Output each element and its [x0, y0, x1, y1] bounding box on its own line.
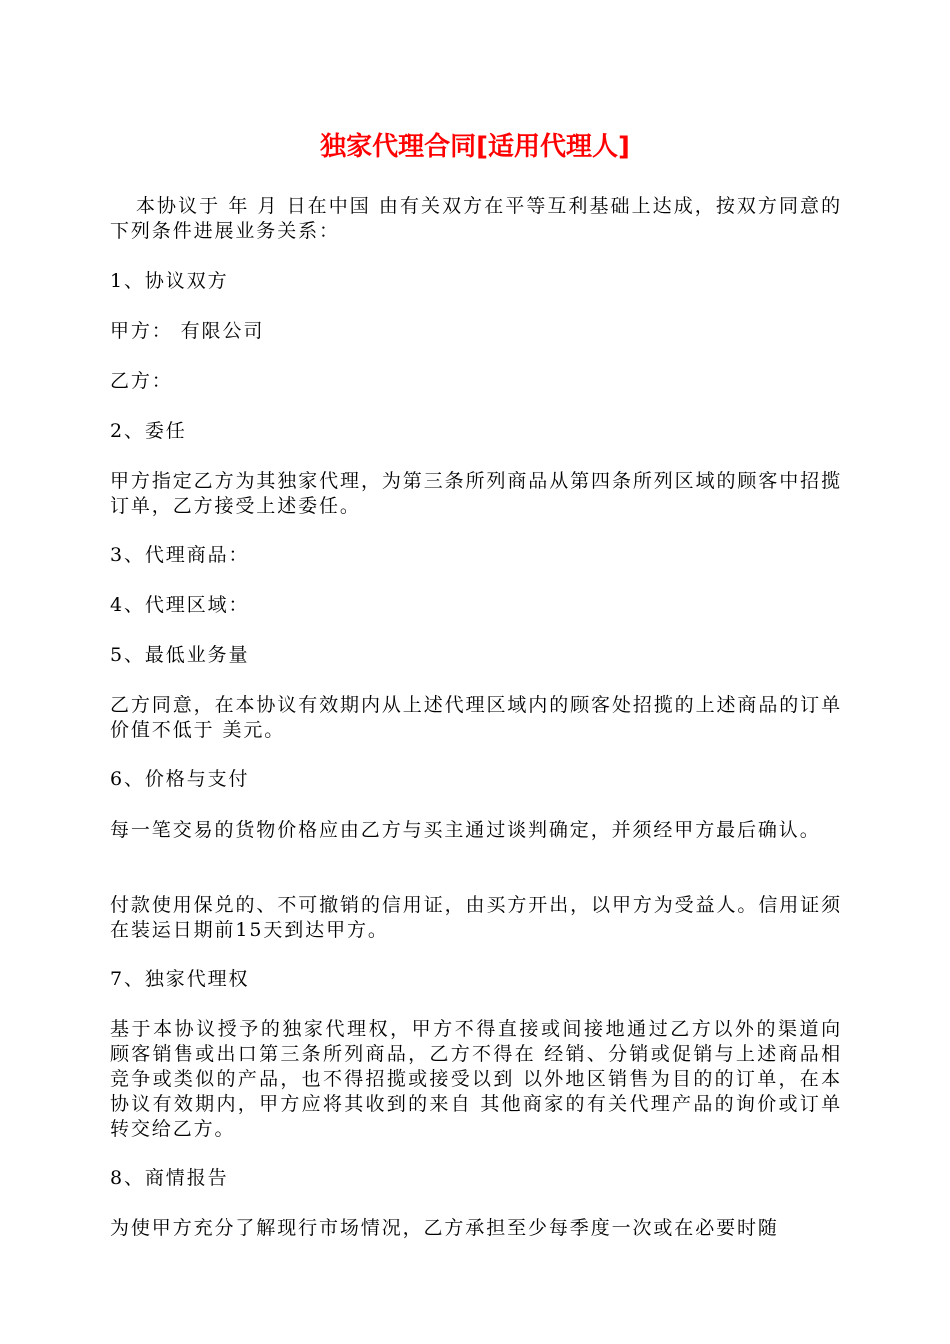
- section-heading-price-payment: 6、价格与支付: [110, 768, 250, 790]
- section-heading-products: 3、代理商品：: [110, 544, 250, 566]
- section-heading-market-report: 8、商情报告: [110, 1167, 229, 1189]
- intro-paragraph: 本协议于 年 月 日在中国 由有关双方在平等互利基础上达成，按双方同意的下列条件进展业务关系：: [110, 195, 842, 242]
- appointment-paragraph: 甲方指定乙方为其独家代理，为第三条所列商品从第四条所列区域的顾客中招揽订单，乙方接受上述委任。: [110, 470, 842, 517]
- section-heading-exclusive-rights: 7、独家代理权: [110, 968, 250, 990]
- section-heading-minimum-volume: 5、最低业务量: [110, 644, 250, 666]
- market-report-paragraph: 为使甲方充分了解现行市场情况，乙方承担至少每季度一次或在必要时随: [110, 1217, 779, 1239]
- exclusive-rights-paragraph: 基于本协议授予的独家代理权，甲方不得直接或间接地通过乙方以外的渠道向 顾客销售或出口第三条所列商品，乙方不得在 经销、分销或促销与上述商品相竞争或类似的产品，也不得招揽或接受以到 以外地区销售为目的的订单，在本协议有效期内，甲方应将其收到的来自 其他商家的有关代理产品的询价或订单转交给乙方。: [110, 1018, 842, 1140]
- party-b-line: 乙方：: [110, 370, 173, 392]
- section-heading-parties: 1、协议双方: [110, 270, 229, 292]
- price-paragraph: 每一笔交易的货物价格应由乙方与买主通过谈判确定，并须经甲方最后确认。: [110, 819, 821, 841]
- section-heading-territory: 4、代理区域：: [110, 594, 250, 616]
- document-title: 独家代理合同[适用代理人]: [320, 132, 630, 162]
- minimum-volume-paragraph: 乙方同意，在本协议有效期内从上述代理区域内的顾客处招揽的上述商品的订单价值不低于 美元。: [110, 694, 842, 741]
- party-a-line: 甲方： 有限公司: [110, 320, 265, 342]
- payment-paragraph: 付款使用保兑的、不可撤销的信用证，由买方开出，以甲方为受益人。信用证须在装运日期前15天到达甲方。: [110, 894, 842, 941]
- section-heading-appointment: 2、委任: [110, 420, 187, 442]
